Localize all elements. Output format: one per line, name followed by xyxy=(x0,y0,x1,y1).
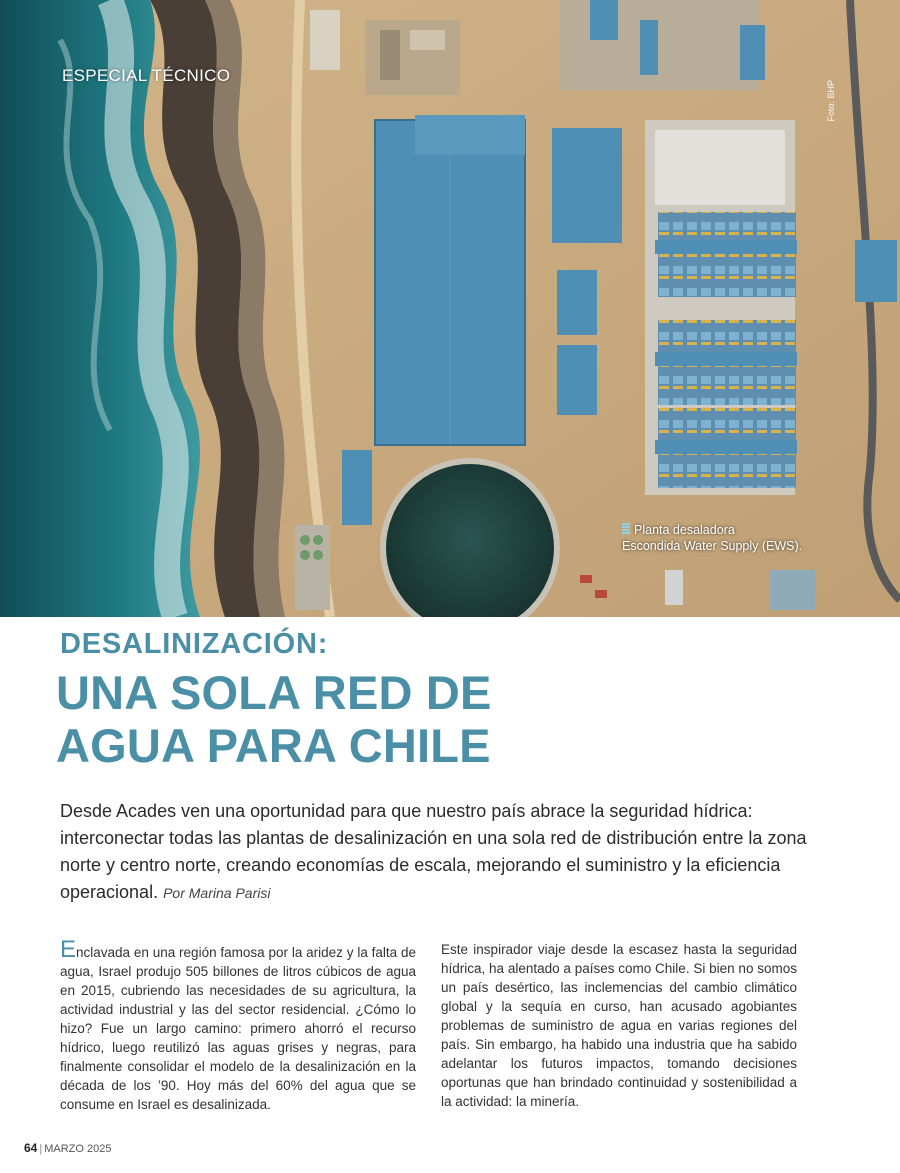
headline-title-line-2: AGUA PARA CHILE xyxy=(56,719,491,772)
headline-title xyxy=(56,666,856,772)
caption-line-1: Planta desaladora xyxy=(634,523,735,537)
deck-text: Desde Acades ven una oportunidad para que nuestro país abrace la seguridad hídrica: interconectar todas las plantas de desalinización en una sola red de distribución entre la zona norte y centro norte, creando economías de escala, mejorando el suministro y la eficiencia operacional. xyxy=(60,801,807,902)
page-number: 64 xyxy=(24,1141,38,1155)
photo-credit: Foto: BHP xyxy=(826,80,836,122)
caption-line-2: Escondida Water Supply (EWS). xyxy=(622,539,803,553)
headline-kicker: DESALINIZACIÓN: xyxy=(60,628,329,660)
issue-date: MARZO 2025 xyxy=(44,1143,112,1155)
body-column-right: Este inspirador viaje desde la escasez hasta la seguridad hídrica, ha alentado a países como Chile. Si bien no somos un país desértico, las inclemencias del cambio climático global y la sequía en curso, han acusado agobiantes problemas de suministro de agua en varias regiones del país. Sin embargo, ha habido una industria que ha sabido adelantar los futuros impactos, tomando decisiones oportunas que han brindado continuidad y sostenibilidad a la actividad: la minería. xyxy=(441,942,797,1109)
caption-marker-icon xyxy=(622,523,630,535)
section-label: ESPECIAL TÉCNICO xyxy=(62,66,231,85)
drop-cap: E xyxy=(60,936,77,963)
footer-separator: | xyxy=(39,1143,43,1155)
byline: Por Marina Parisi xyxy=(163,885,271,901)
body-column-left xyxy=(60,936,416,1114)
body-left-text: nclavada en una región famosa por la aridez y la falta de agua, Israel produjo 505 billones de litros cúbicos de agua en 2015, cubriendo las necesidades de su agricultura, la actividad industrial y las del sector residencial. ¿Cómo lo hizo? Fue un largo camino: primero ahorró el recurso hídrico, luego reutilizó las aguas grises y negras, para finalmente consolidar el modelo de la desalinización en la década de los ’90. Hoy más del 60% del agua que se consume en Israel es desalinizada. xyxy=(60,945,416,1112)
headline-title-line-1: UNA SOLA RED DE xyxy=(56,666,492,719)
page-footer xyxy=(24,1141,111,1155)
article-deck xyxy=(60,798,850,907)
photo-caption xyxy=(622,522,802,554)
